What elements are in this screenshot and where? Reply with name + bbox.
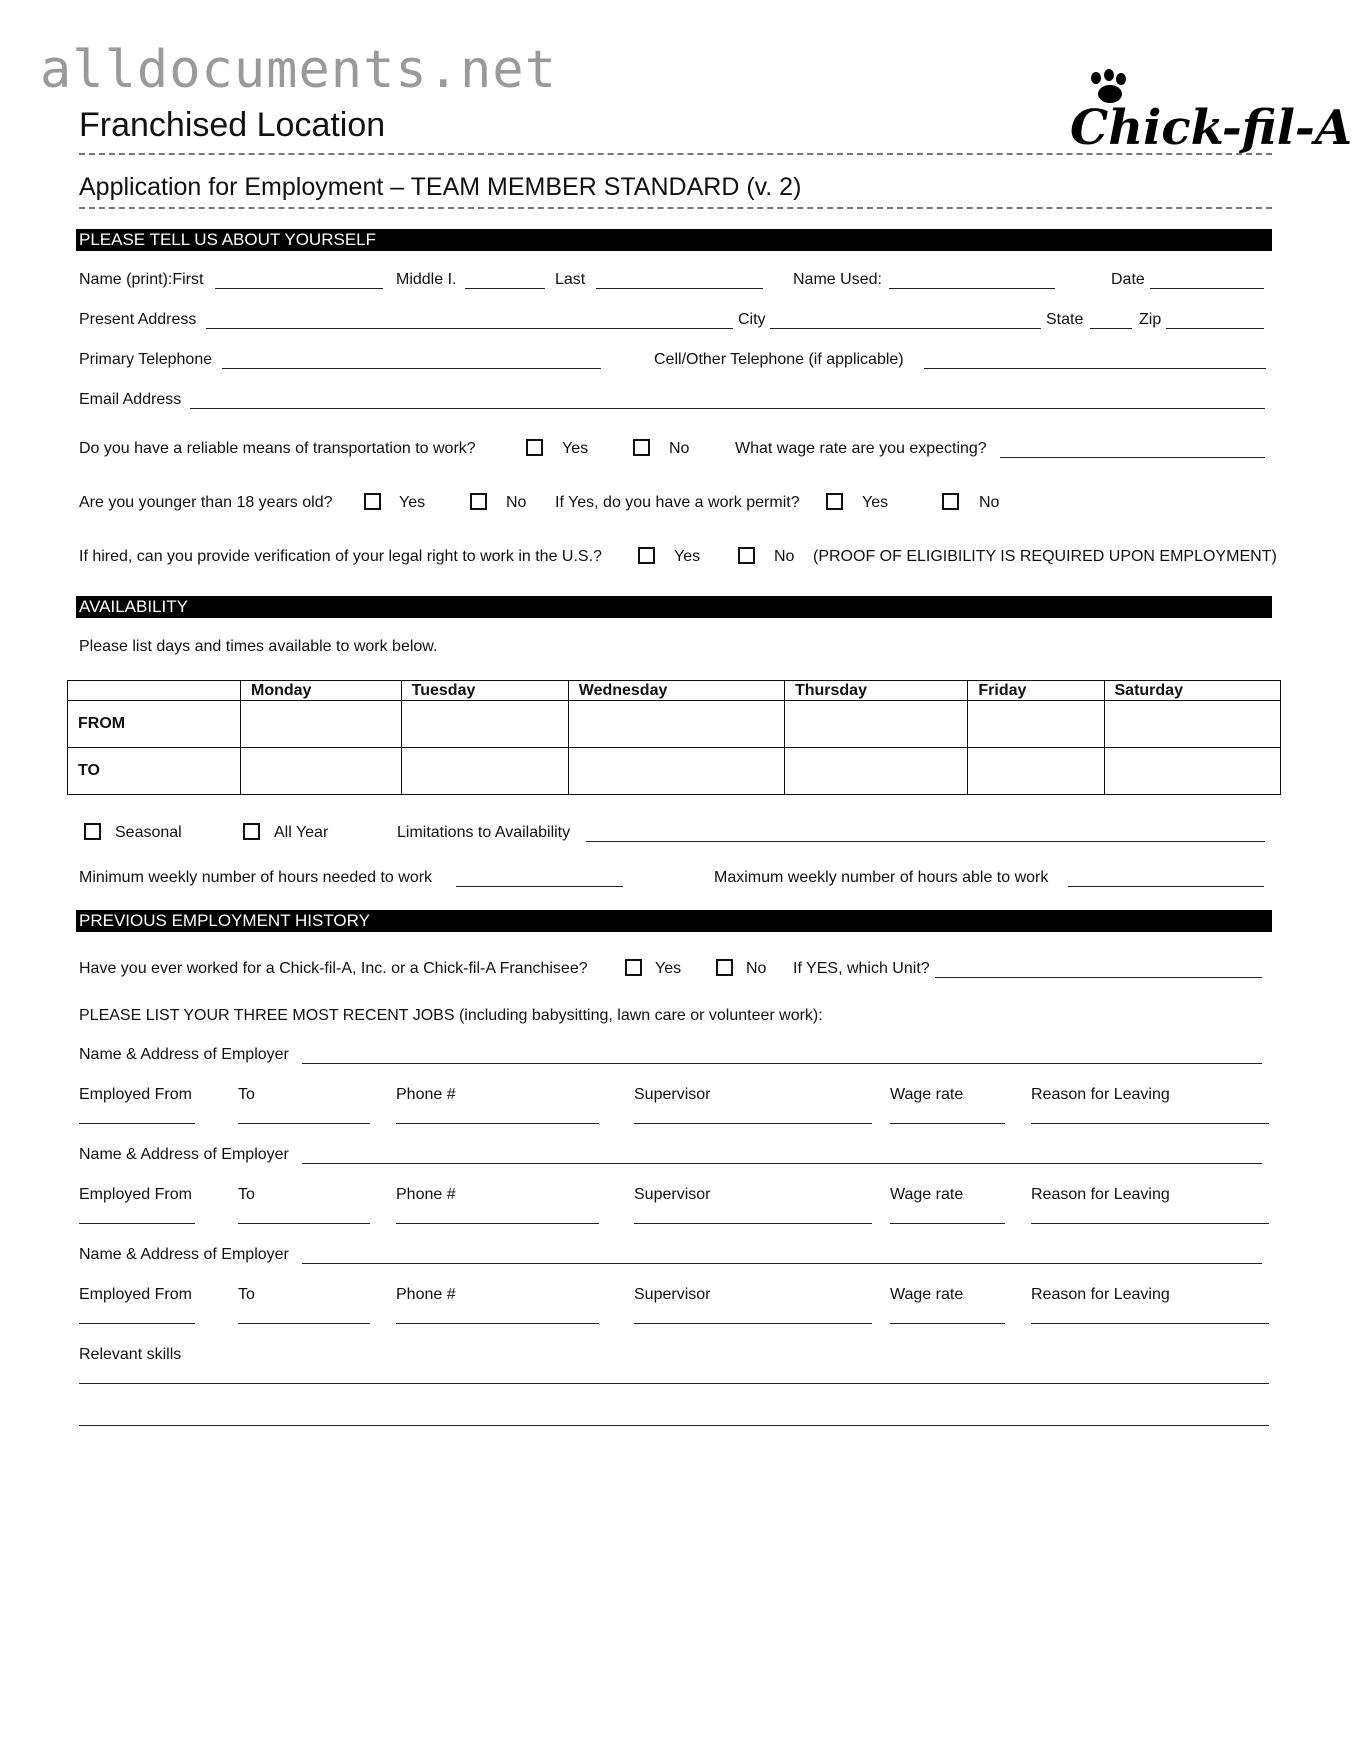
max-hours-field[interactable] [1068, 886, 1264, 887]
friday-to-cell[interactable] [968, 748, 1104, 795]
permit-yes-checkbox[interactable] [826, 493, 843, 510]
job3-to-label: To [238, 1286, 255, 1303]
wednesday-to-cell[interactable] [568, 748, 784, 795]
job1-employer-field[interactable] [302, 1063, 1262, 1064]
skills-label: Relevant skills [79, 1346, 182, 1363]
job2-wage-field[interactable] [890, 1223, 1005, 1224]
job1-reason-field[interactable] [1031, 1123, 1269, 1124]
day-friday: Friday [968, 681, 1104, 701]
city-field[interactable] [770, 328, 1041, 329]
address-field[interactable] [206, 328, 733, 329]
job1-employer-label: Name & Address of Employer [79, 1046, 289, 1063]
limitations-field[interactable] [586, 841, 1265, 842]
job3-to-field[interactable] [238, 1323, 370, 1324]
day-monday: Monday [241, 681, 402, 701]
min-hours-label: Minimum weekly number of hours needed to work [79, 869, 433, 886]
address-label: Present Address [79, 311, 197, 328]
legal-no-label: No [774, 548, 795, 565]
job1-reason-label: Reason for Leaving [1031, 1086, 1170, 1103]
younger-yes-label: Yes [399, 494, 426, 511]
proof-note: (PROOF OF ELIGIBILITY IS REQUIRED UPON EMPLOYMENT) [813, 548, 1277, 565]
transport-question: Do you have a reliable means of transportation to work? [79, 440, 476, 457]
location-title: Franchised Location [79, 106, 386, 144]
date-label: Date [1111, 271, 1145, 288]
job1-supervisor-field[interactable] [634, 1123, 872, 1124]
title-divider [79, 207, 1272, 209]
job2-reason-field[interactable] [1031, 1223, 1269, 1224]
middle-initial-label: Middle I. [396, 271, 457, 288]
skills-field-line-1[interactable] [79, 1383, 1269, 1384]
monday-from-cell[interactable] [241, 701, 402, 748]
legal-no-checkbox[interactable] [738, 547, 755, 564]
job2-to-field[interactable] [238, 1223, 370, 1224]
day-tuesday: Tuesday [401, 681, 568, 701]
permit-no-checkbox[interactable] [942, 493, 959, 510]
job3-phone-field[interactable] [396, 1323, 599, 1324]
logo-text: Chick-fil-A [1070, 100, 1353, 156]
job1-phone-label: Phone # [396, 1086, 456, 1103]
thursday-from-cell[interactable] [784, 701, 967, 748]
younger-no-checkbox[interactable] [470, 493, 487, 510]
job2-supervisor-label: Supervisor [634, 1186, 711, 1203]
skills-field-line-2[interactable] [79, 1425, 1269, 1426]
job2-from-label: Employed From [79, 1186, 192, 1203]
first-name-label: Name (print):First [79, 271, 204, 288]
job2-wage-label: Wage rate [890, 1186, 964, 1203]
transport-yes-checkbox[interactable] [526, 439, 543, 456]
min-hours-field[interactable] [456, 886, 623, 887]
tuesday-from-cell[interactable] [401, 701, 568, 748]
from-row-label: FROM [68, 701, 241, 748]
worked-no-label: No [746, 960, 767, 977]
job1-supervisor-label: Supervisor [634, 1086, 711, 1103]
younger-no-label: No [506, 494, 527, 511]
name-used-label: Name Used: [793, 271, 882, 288]
job2-to-label: To [238, 1186, 255, 1203]
unit-question: If YES, which Unit? [793, 960, 930, 977]
job3-employer-field[interactable] [302, 1263, 1262, 1264]
wage-question: What wage rate are you expecting? [735, 440, 987, 457]
younger-yes-checkbox[interactable] [364, 493, 381, 510]
job1-wage-field[interactable] [890, 1123, 1005, 1124]
unit-field[interactable] [935, 977, 1262, 978]
zip-label: Zip [1139, 311, 1162, 328]
wage-expected-field[interactable] [1000, 457, 1265, 458]
legal-question: If hired, can you provide verification of your legal right to work in the U.S.? [79, 548, 602, 565]
job1-wage-label: Wage rate [890, 1086, 964, 1103]
saturday-to-cell[interactable] [1104, 748, 1281, 795]
worked-no-checkbox[interactable] [716, 959, 733, 976]
tuesday-to-cell[interactable] [401, 748, 568, 795]
job3-supervisor-field[interactable] [634, 1323, 872, 1324]
name-used-field[interactable] [889, 288, 1055, 289]
date-field[interactable] [1150, 288, 1264, 289]
state-field[interactable] [1090, 328, 1132, 329]
job3-wage-label: Wage rate [890, 1286, 964, 1303]
seasonal-checkbox[interactable] [84, 823, 101, 840]
job2-phone-label: Phone # [396, 1186, 456, 1203]
job2-phone-field[interactable] [396, 1223, 599, 1224]
job3-from-field[interactable] [79, 1323, 195, 1324]
worked-question: Have you ever worked for a Chick-fil-A, Inc. or a Chick-fil-A Franchisee? [79, 960, 588, 977]
middle-initial-field[interactable] [465, 288, 545, 289]
max-hours-label: Maximum weekly number of hours able to work [714, 869, 1049, 886]
section-availability: AVAILABILITY [76, 596, 1272, 618]
job3-from-label: Employed From [79, 1286, 192, 1303]
job1-from-label: Employed From [79, 1086, 192, 1103]
monday-to-cell[interactable] [241, 748, 402, 795]
chick-fil-a-logo [1060, 66, 1353, 156]
seasonal-label: Seasonal [115, 824, 182, 841]
all-year-label: All Year [274, 824, 329, 841]
transport-no-label: No [669, 440, 690, 457]
primary-phone-field[interactable] [222, 368, 601, 369]
job3-employer-label: Name & Address of Employer [79, 1246, 289, 1263]
availability-corner [68, 681, 241, 701]
permit-no-label: No [979, 494, 1000, 511]
job3-reason-label: Reason for Leaving [1031, 1286, 1170, 1303]
day-wednesday: Wednesday [568, 681, 784, 701]
email-field[interactable] [190, 408, 1265, 409]
saturday-from-cell[interactable] [1104, 701, 1281, 748]
state-label: State [1046, 311, 1084, 328]
day-saturday: Saturday [1104, 681, 1281, 701]
section-about: PLEASE TELL US ABOUT YOURSELF [76, 229, 1272, 251]
last-name-field[interactable] [596, 288, 763, 289]
job3-wage-field[interactable] [890, 1323, 1005, 1324]
header-divider [79, 153, 1272, 155]
permit-question: If Yes, do you have a work permit? [555, 494, 800, 511]
to-row-label: TO [68, 748, 241, 795]
cell-phone-field[interactable] [924, 368, 1266, 369]
worked-yes-label: Yes [655, 960, 682, 977]
last-name-label: Last [555, 271, 586, 288]
job2-supervisor-field[interactable] [634, 1223, 872, 1224]
cell-phone-label: Cell/Other Telephone (if applicable) [654, 351, 904, 368]
email-label: Email Address [79, 391, 182, 408]
availability-table [67, 680, 1281, 795]
job2-reason-label: Reason for Leaving [1031, 1186, 1170, 1203]
job2-from-field[interactable] [79, 1223, 195, 1224]
job1-to-label: To [238, 1086, 255, 1103]
legal-yes-checkbox[interactable] [638, 547, 655, 564]
legal-yes-label: Yes [674, 548, 701, 565]
section-history: PREVIOUS EMPLOYMENT HISTORY [76, 910, 1272, 932]
all-year-checkbox[interactable] [243, 823, 260, 840]
job2-employer-field[interactable] [302, 1163, 1262, 1164]
form-title: Application for Employment – TEAM MEMBER STANDARD (v. 2) [79, 173, 802, 201]
job1-to-field[interactable] [238, 1123, 370, 1124]
job1-from-field[interactable] [79, 1123, 195, 1124]
friday-from-cell[interactable] [968, 701, 1104, 748]
availability-instructions: Please list days and times available to work below. [79, 638, 438, 655]
thursday-to-cell[interactable] [784, 748, 967, 795]
job3-reason-field[interactable] [1031, 1323, 1269, 1324]
permit-yes-label: Yes [862, 494, 889, 511]
transport-no-checkbox[interactable] [633, 439, 650, 456]
day-thursday: Thursday [784, 681, 967, 701]
city-label: City [738, 311, 766, 328]
zip-field[interactable] [1166, 328, 1264, 329]
transport-yes-label: Yes [562, 440, 589, 457]
watermark: alldocuments.net [40, 40, 557, 100]
wednesday-from-cell[interactable] [568, 701, 784, 748]
job3-phone-label: Phone # [396, 1286, 456, 1303]
job1-phone-field[interactable] [396, 1123, 599, 1124]
job2-employer-label: Name & Address of Employer [79, 1146, 289, 1163]
job3-supervisor-label: Supervisor [634, 1286, 711, 1303]
primary-phone-label: Primary Telephone [79, 351, 213, 368]
limitations-label: Limitations to Availability [397, 824, 571, 841]
worked-yes-checkbox[interactable] [625, 959, 642, 976]
first-name-field[interactable] [215, 288, 383, 289]
younger-question: Are you younger than 18 years old? [79, 494, 333, 511]
jobs-instructions: PLEASE LIST YOUR THREE MOST RECENT JOBS (including babysitting, lawn care or volunteer work): [79, 1007, 823, 1024]
